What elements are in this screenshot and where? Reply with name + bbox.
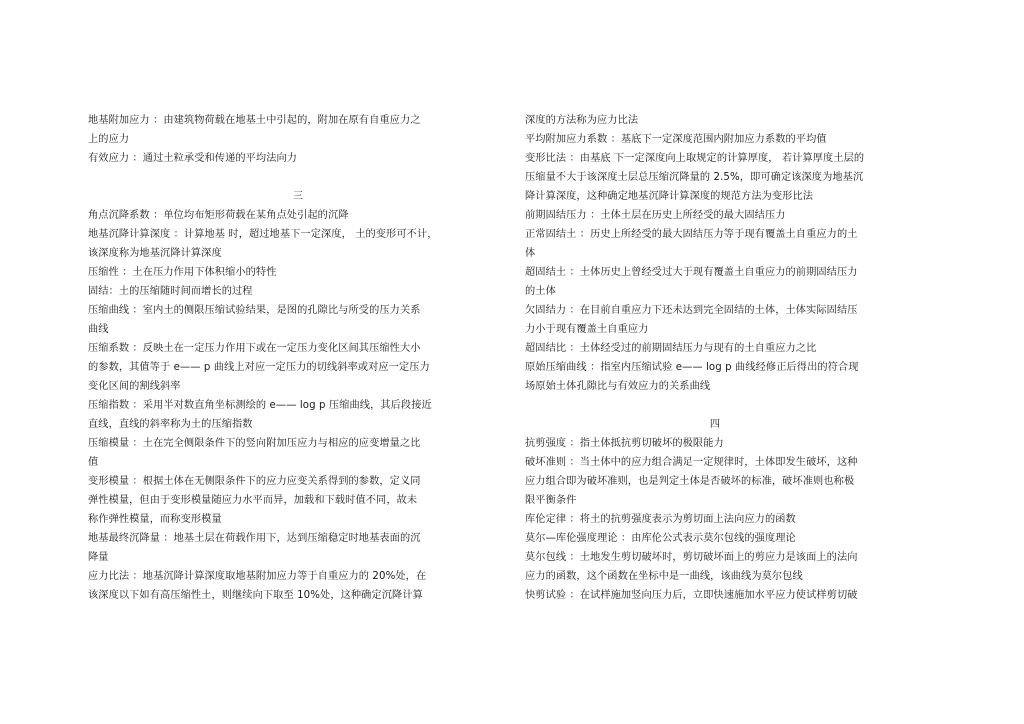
text-line: 地基最终沉降量 ：地基土层在荷载作用下，达到压缩稳定时地基表面的沉: [88, 533, 421, 544]
text-line: 体: [525, 248, 536, 259]
text-line: 库伦定律 ：将土的抗剪强度表示为剪切面上法向应力的函数: [525, 514, 796, 525]
text-line: 超固结比 ：土体经受过的前期固结压力与现有的土自重应力之比: [525, 343, 817, 354]
text-line: 有效应力 ：通过土粒承受和传递的平均法向力: [88, 153, 298, 164]
text-line: 超固结土 ：土体历史上曾经受过大于现有覆盖土自重应力的前期固结压力: [525, 267, 858, 278]
text-line: 压缩曲线 ：室内土的侧限压缩试验结果，是图的孔隙比与所受的压力关系: [88, 305, 421, 316]
text-line: 变形模量 ：根据土体在无侧限条件下的应力应变关系得到的参数，定义同: [88, 476, 421, 487]
text-line: 莫尔—库伦强度理论 ：由库伦公式表示莫尔包线的强度理论: [525, 533, 796, 544]
blank-line: [88, 168, 508, 187]
text-line: 直线，直线的斜率称为土的压缩指数: [88, 419, 253, 430]
text-line: 该深度称为地基沉降计算深度: [88, 248, 222, 259]
text-line: 应力比法 ：地基沉降计算深度取地基附加应力等于自重应力的 20%处，在: [88, 571, 427, 582]
text-line: 场原始土体孔隙比与有效应力的关系曲线: [525, 381, 711, 392]
text-line: 固结：土的压缩随时间而增长的过程: [88, 286, 253, 297]
text-line: 原始压缩曲线 ：指室内压缩试验 e—— log p 曲线经修正后得出的符合现: [525, 362, 859, 373]
text-line: 破坏准则 ：当土体中的应力组合满足一定规律时，土体即发生破坏，这种: [525, 457, 858, 468]
text-line: 值: [88, 457, 99, 468]
text-line: 称作弹性模量，而称变形模量: [88, 514, 222, 525]
text-line: 正常固结土 ：历史上所经受的最大固结压力等于现有覆盖土自重应力的土: [525, 229, 858, 240]
text-line: 力小于现有覆盖土自重应力: [525, 324, 649, 335]
text-line: 降量: [88, 552, 109, 563]
text-line: 压缩模量 ：土在完全侧限条件下的竖向附加压应力与相应的应变增量之比: [88, 438, 421, 449]
text-line: 欠固结力 ：在目前自重应力下还未达到完全固结的土体，土体实际固结压: [525, 305, 858, 316]
text-line: 抗剪强度 ：指土体抵抗剪切破坏的极限能力: [525, 438, 724, 449]
text-line: 平均附加应力系数 ：基底下一定深度范围内附加应力系数的平均值: [525, 134, 827, 145]
section-heading: 四: [709, 419, 721, 430]
text-line: 莫尔包线 ：土地发生剪切破坏时，剪切破坏面上的剪应力是该面上的法向: [525, 552, 858, 563]
text-line: 快剪试验 ：在试样施加竖向压力后，立即快速施加水平应力使试样剪切破: [525, 590, 858, 601]
text-line: 上的应力: [88, 134, 130, 145]
text-line: 前期固结压力 ：土体土层在历史上所经受的最大固结压力: [525, 210, 786, 221]
text-line: 变形比法 ：由基底 下一定深度向上取规定的计算厚度， 若计算厚度土层的: [525, 153, 865, 164]
text-line: 应力的函数，这个函数在坐标中是一曲线，该曲线为莫尔包线: [525, 571, 803, 582]
text-line: 弹性模量，但由于变形模量随应力水平而异，加载和下载时值不同，故未: [88, 495, 418, 506]
text-line: 应力组合即为破坏准则，也是判定土体是否破坏的标准，破坏准则也称极: [525, 476, 855, 487]
text-line: 地基附加应力 ：由建筑物荷载在地基土中引起的，附加在原有自重应力之: [88, 115, 421, 126]
blank-line: [525, 396, 905, 415]
text-line: 变化区间的割线斜率: [88, 381, 181, 392]
text-line: 压缩性 ：土在压力作用下体积缩小的特性: [88, 267, 277, 278]
text-line: 的参数，其值等于 e—— p 曲线上对应一定压力的切线斜率或对应一定压力: [88, 362, 430, 373]
text-line: 的土体: [525, 286, 556, 297]
section-heading: 三: [292, 191, 304, 202]
right-column: [525, 111, 905, 605]
text-line: 曲线: [88, 324, 109, 335]
text-line: 深度的方法称为应力比法: [525, 115, 639, 126]
text-line: 角点沉降系数 ：单位均布矩形荷载在某角点处引起的沉降: [88, 210, 349, 221]
text-line: 压缩指数 ：采用半对数直角坐标测绘的 e—— log p 压缩曲线，其后段接近: [88, 400, 432, 411]
left-column: [88, 111, 508, 605]
text-line: 该深度以下如有高压缩性土，则继续向下取至 10%处，这种确定沉降计算: [88, 590, 423, 601]
text-line: 地基沉降计算深度 ：计算地基 时，超过地基下一定深度， 土的变形可不计，: [88, 229, 438, 240]
text-line: 压缩系数 ：反映土在一定压力作用下或在一定压力变化区间其压缩性大小: [88, 343, 421, 354]
text-line: 限平衡条件: [525, 495, 577, 506]
text-line: 压缩量不大于该深度土层总压缩沉降量的 2.5%，即可确定该深度为地基沉: [525, 172, 864, 183]
text-line: 降计算深度，这种确定地基沉降计算深度的规范方法为变形比法: [525, 191, 814, 202]
